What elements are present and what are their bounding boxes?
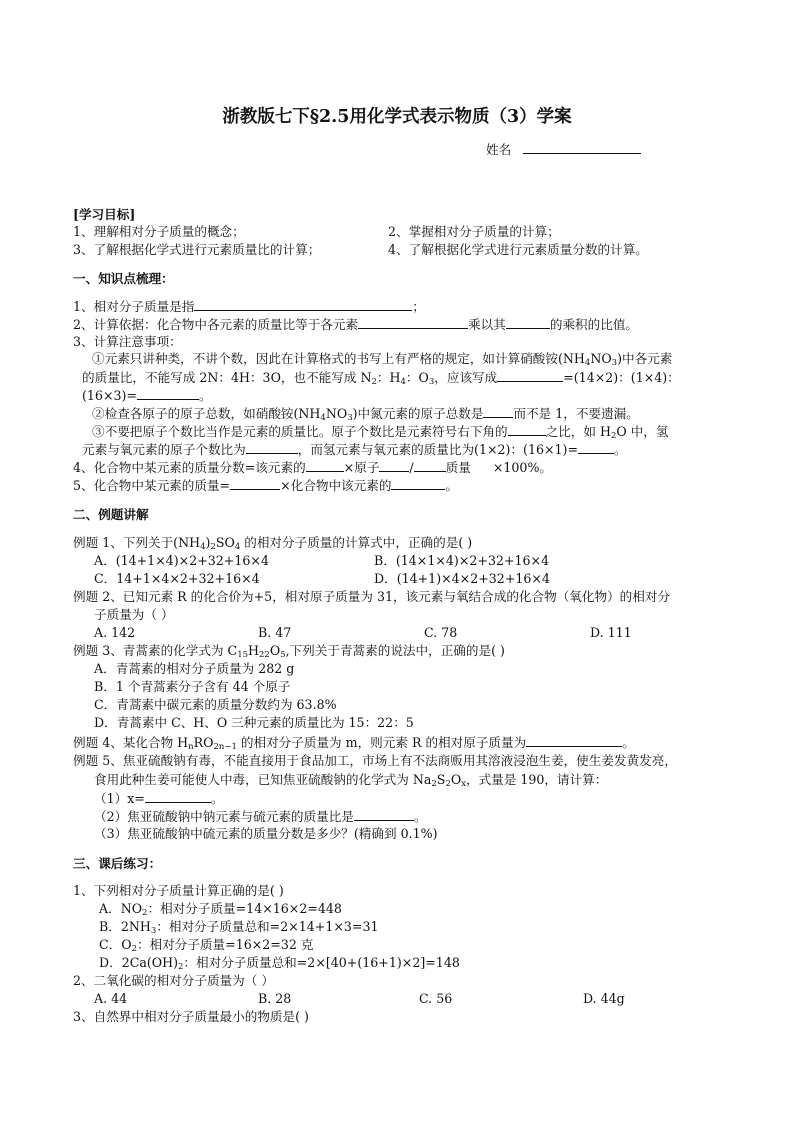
blank[interactable] [306,458,344,472]
page-title: 浙教版七下§2.5用化学式表示物质（3）学案 [222,107,572,127]
point-1: 1、相对分子质量是指 ； [73,299,425,314]
exercise-2-option-b: B. 28 [258,991,292,1006]
note-1-line-2: 的质量比，不能写成 2N：4H：3O，也不能写成 $N_2$：$H_4$：$O_3$，应该写成 =(14×2)：(1×4)： [82,370,680,387]
section-3-heading: 三、课后练习： [73,856,162,871]
example-1-option-b: B．(14×1×4)×2+32+16×4 [374,553,550,568]
example-2-line-1: 例题 2、已知元素 R 的化合价为+5，相对原子质量为 31，该元素与氧结合成的化合物（氧化物）的相对分 [73,589,671,604]
goal-3: 3、了解根据化学式进行元素质量比的计算； [73,242,321,257]
example-5-q3: （3）焦亚硫酸钠中硫元素的质量分数是多少？(精确到 0.1%) [94,826,438,841]
goal-1: 1、理解相对分子质量的概念； [73,224,245,239]
blank[interactable] [354,807,414,821]
blank[interactable] [137,386,199,400]
blank[interactable] [506,315,550,329]
exercise-1-option-a: A．$NO_2$：相对分子质量=14×16×2=448 [99,901,342,918]
goal-2: 2、掌握相对分子质量的计算； [388,224,560,239]
point-4: 4、化合物中某元素的质量分数=该元素的 ×原子 / 质量 ×100%。 [73,460,553,475]
blank[interactable] [246,440,298,454]
example-3-option-d: D．青蒿素中 C、H、O 三种元素的质量比为 15：22：5 [94,715,414,730]
blank[interactable] [497,368,563,382]
section-1-heading: 一、知识点梳理： [73,271,174,286]
blank[interactable] [145,789,211,803]
example-1-option-d: D．(14+1)×4×2+32+16×4 [374,571,550,586]
blank[interactable] [526,733,622,747]
blank[interactable] [391,476,445,490]
name-blank[interactable] [523,140,641,154]
goal-4: 4、了解根据化学式进行元素质量分数的计算。 [388,242,648,257]
exercise-1-option-d: D．$2Ca(OH)_2$：相对分子质量总和=2×[40+(16+1)×2]=148 [99,955,460,972]
example-2-option-a: A. 142 [94,625,136,640]
example-5-q2: （2）焦亚硫酸钠中钠元素与硫元素的质量比是 。 [94,809,427,824]
blank[interactable] [230,476,280,490]
blank[interactable] [508,422,546,436]
example-1: 例题 1、下列关于$(NH_4)_2SO_4$ 的相对分子质量的计算式中，正确的是( ) [73,535,473,552]
example-3: 例题 3、青蒿素的化学式为 $C_{15}H_{22}O_5$,下列关于青蒿素的说法中，正确的是( ) [73,643,505,660]
exercise-1: 1、下列相对分子质量计算正确的是( ) [73,883,284,898]
exercise-2-option-a: A. 44 [94,991,128,1006]
example-2-option-d: D. 111 [590,625,632,640]
note-1-line-3: (16×3)= 。 [82,388,212,403]
exercise-1-option-b: B．$2NH_3$：相对分子质量总和=2×14+1×3=31 [99,919,379,936]
blank[interactable] [358,315,468,329]
note-2: ②检查各原子的原子总数，如硝酸铵$(NH_4NO_3)$中氮元素的原子总数是 而不是 1，不要遗漏。 [92,406,639,423]
example-2-option-c: C. 78 [424,625,458,640]
section-2-heading: 二、例题讲解 [73,507,149,522]
example-2-line-2: 子质量为（ ） [94,607,174,622]
blank[interactable] [194,297,412,311]
example-3-option-b: B．1 个青蒿素分子含有 44 个原子 [94,679,291,694]
exercise-2-option-d: D. 44g [583,991,625,1006]
blank[interactable] [414,458,446,472]
example-3-option-c: C．青蒿素中碳元素的质量分数约为 63.8% [94,697,337,712]
name-label: 姓名 [486,142,512,157]
example-3-option-a: A．青蒿素的相对分子质量为 282 g [94,661,295,676]
exercise-3: 3、自然界中相对分子质量最小的物质是( ) [73,1009,309,1024]
example-5-q1: （1）x= 。 [94,791,224,806]
blank[interactable] [578,440,614,454]
blank[interactable] [483,404,513,418]
note-1-line-1: ①元素只讲种类，不讲个数，因此在计算格式的书写上有严格的规定，如计算硝酸铵$(NH_4NO_3)$中各元素 [92,351,673,368]
goals-heading: [学习目标] [73,207,136,222]
blank[interactable] [379,458,409,472]
example-1-option-a: A．(14+1×4)×2+32+16×4 [94,553,269,568]
point-5: 5、化合物中某元素的质量= ×化合物中该元素的 。 [73,478,459,493]
example-1-option-c: C．14+1×4×2+32+16×4 [94,571,260,586]
exercise-2-option-c: C. 56 [419,991,453,1006]
exercise-1-option-c: C．$O_2$：相对分子质量=16×2=32 克 [99,937,314,954]
exercise-2: 2、二氧化碳的相对分子质量为（ ） [73,973,274,988]
point-2: 2、计算依据：化合物中各元素的质量比等于各元素 乘以其 的乘积的比值。 [73,317,639,332]
example-5-line-2: 食用此种生姜可能使人中毒，已知焦亚硫酸钠的化学式为 $Na_2S_2O_x$，式量是 190，请计算： [94,772,608,789]
note-3-line-2: 元素与氧元素的原子个数比为 ，而氢元素与氧元素的质量比为(1×2)：(16×1)= 。 [82,442,627,457]
point-3: 3、计算注意事项： [73,334,182,349]
example-5-line-1: 例题 5、焦亚硫酸钠有毒，不能直接用于食品加工，市场上有不法商贩用其溶液浸泡生姜，使生姜发黄发亮， [73,753,677,768]
name-field[interactable] [486,140,641,158]
example-4: 例题 4、某化合物 $H_nRO_{2n-1}$ 的相对分子质量为 m，则元素 R 的相对原子质量为 。 [73,735,635,752]
note-3-line-1: ③不要把原子个数比当作是元素的质量比。原子个数比是元素符号右下角的 之比，如 $H_2O$ 中，氢 [92,424,669,441]
example-2-option-b: B. 47 [258,625,292,640]
